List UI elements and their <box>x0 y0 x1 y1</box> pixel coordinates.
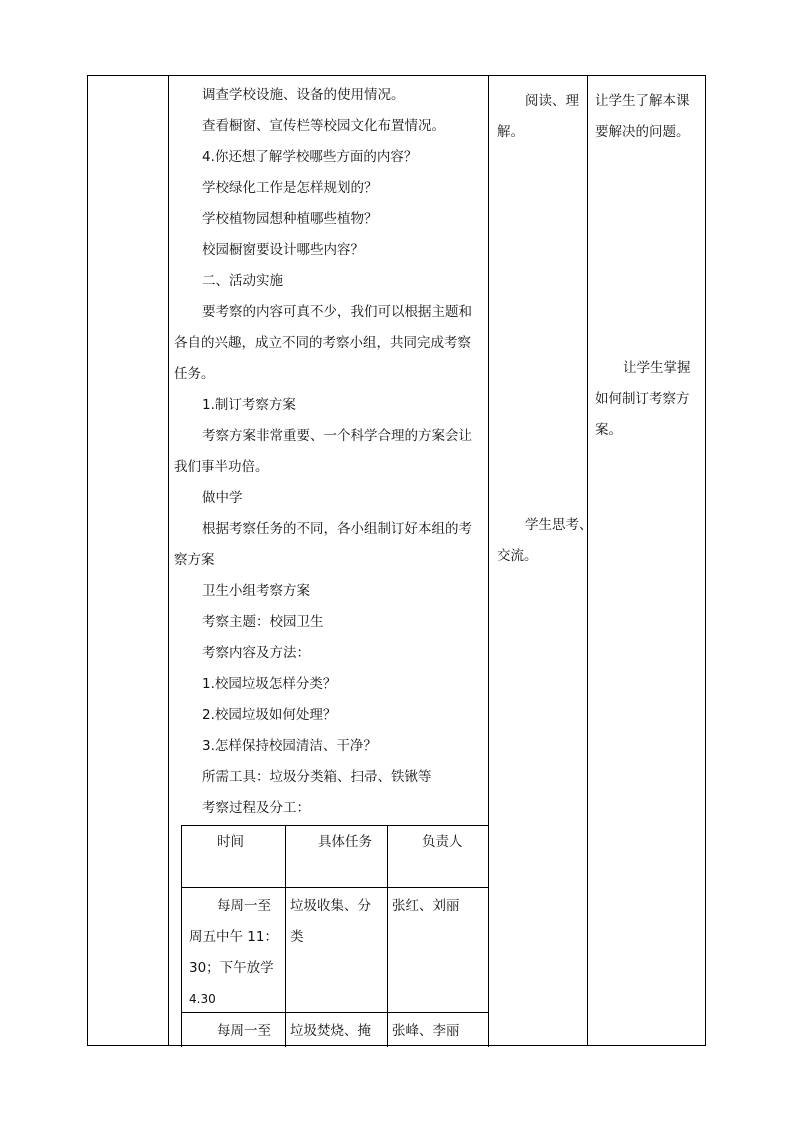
intent-line: 如何制订考察方 <box>595 391 690 407</box>
activity-line: 解。 <box>497 124 524 140</box>
content-line: 各自的兴趣，成立不同的考察小组，共同完成考察 <box>174 335 471 351</box>
column-divider <box>168 76 169 1045</box>
row1-time: 4.30 <box>189 992 216 1006</box>
row1-time: 周五中午 11： <box>189 929 278 945</box>
content-line: 4.你还想了解学校哪些方面的内容？ <box>202 149 418 165</box>
content-line: 3.怎样保持校园清洁、干净？ <box>202 738 377 754</box>
column-divider <box>587 76 588 1045</box>
content-line: 校园橱窗要设计哪些内容？ <box>202 242 364 258</box>
content-line: 任务。 <box>174 366 215 382</box>
intent-line: 让学生掌握 <box>623 360 691 376</box>
header-time: 时间 <box>217 834 244 850</box>
row2-task: 垃圾焚烧、掩 <box>290 1023 371 1039</box>
content-line: 做中学 <box>202 490 243 506</box>
intent-line: 要解决的问题。 <box>595 124 690 140</box>
content-line: 1.校园垃圾怎样分类？ <box>202 676 337 692</box>
content-line: 察方案 <box>174 552 215 568</box>
header-owner: 负责人 <box>422 834 463 850</box>
content-line: 查看橱窗、宣传栏等校园文化布置情况。 <box>202 118 445 134</box>
content-line: 考察主题：校园卫生 <box>202 614 324 630</box>
intent-line: 让学生了解本课 <box>595 93 690 109</box>
table-divider <box>182 887 488 888</box>
row2-owner: 张峰、李丽 <box>392 1023 460 1039</box>
content-line: 考察过程及分工： <box>202 800 310 816</box>
content-line: 考察内容及方法： <box>202 645 310 661</box>
content-line: 考察方案非常重要、一个科学合理的方案会让 <box>202 428 472 444</box>
table-divider <box>285 826 286 1047</box>
row1-task: 类 <box>290 929 304 945</box>
content-line: 调查学校设施、设备的使用情况。 <box>202 87 405 103</box>
content-line: 2.校园垃圾如何处理？ <box>202 707 337 723</box>
row1-task: 垃圾收集、分 <box>290 898 371 914</box>
section-heading: 二、活动实施 <box>202 273 283 289</box>
row1-time: 30；下午放学 <box>189 960 274 976</box>
row1-time: 每周一至 <box>217 898 271 914</box>
content-line: 要考察的内容可真不少，我们可以根据主题和 <box>202 304 472 320</box>
activity-line: 交流。 <box>497 548 538 564</box>
content-line: 根据考察任务的不同，各小组制订好本组的考 <box>202 521 472 537</box>
content-line: 我们事半功倍。 <box>174 459 269 475</box>
subsection-heading: 1.制订考察方案 <box>202 397 296 413</box>
table-divider <box>387 826 388 1047</box>
content-line: 所需工具：垃圾分类箱、扫帚、铁锹等 <box>202 769 432 785</box>
activity-line: 学生思考、 <box>525 517 593 533</box>
plan-title: 卫生小组考察方案 <box>202 583 310 599</box>
lesson-table <box>87 75 706 1046</box>
table-divider <box>182 1012 488 1013</box>
content-line: 学校植物园想种植哪些植物？ <box>202 211 378 227</box>
intent-line: 案。 <box>595 422 622 438</box>
activity-line: 阅读、理 <box>525 93 579 109</box>
row1-owner: 张红、刘丽 <box>392 898 460 914</box>
content-line: 学校绿化工作是怎样规划的？ <box>202 180 378 196</box>
header-task: 具体任务 <box>318 834 372 850</box>
row2-time: 每周一至 <box>217 1023 271 1039</box>
task-assignment-table <box>181 825 489 1047</box>
